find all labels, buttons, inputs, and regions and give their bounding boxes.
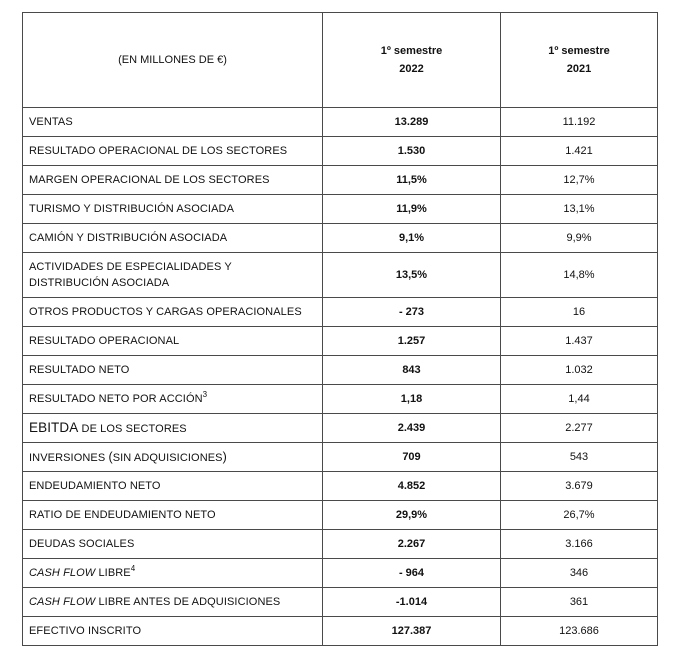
- row-label-cash-flow-libre-antes: [23, 588, 323, 617]
- table-header: [23, 13, 658, 108]
- row-label-efectivo-inscrito: EFECTIVO INSCRITO: [23, 617, 323, 646]
- footnote-marker: 4: [130, 564, 136, 573]
- row-label-resultado-neto-por-accion: [23, 385, 323, 414]
- row-label-paren-close: ): [222, 449, 227, 464]
- value-2021: 16: [501, 298, 658, 327]
- value-2021: 2.277: [501, 414, 658, 443]
- row-label-resultado-operacional: RESULTADO OPERACIONAL: [23, 327, 323, 356]
- row-label-ratio-endeudamiento: RATIO DE ENDEUDAMIENTO NETO: [23, 501, 323, 530]
- table-row: [23, 414, 658, 443]
- table-row: [23, 224, 658, 253]
- table-row: [23, 298, 658, 327]
- value-2021: 12,7%: [501, 166, 658, 195]
- table-row: [23, 166, 658, 195]
- row-label-ventas: VENTAS: [23, 108, 323, 137]
- value-2021: 1.437: [501, 327, 658, 356]
- row-label-line-2: DISTRIBUCIÓN ASOCIADA: [29, 277, 170, 289]
- value-2022: 843: [323, 356, 501, 385]
- row-label-cash-flow-libre: [23, 559, 323, 588]
- row-label-ebitda: [23, 414, 323, 443]
- table-row: [23, 253, 658, 298]
- value-2021: 11.192: [501, 108, 658, 137]
- table-row: [23, 617, 658, 646]
- row-label-otros-productos: OTROS PRODUCTOS Y CARGAS OPERACIONALES: [23, 298, 323, 327]
- column-header-2021-year: 2021: [566, 63, 592, 75]
- row-label-resultado-operacional-sectores: RESULTADO OPERACIONAL DE LOS SECTORES: [23, 137, 323, 166]
- column-header-2021-period: 1º semestre: [548, 45, 610, 57]
- value-2021: 3.166: [501, 530, 658, 559]
- value-2022: 11,5%: [323, 166, 501, 195]
- value-2021: 3.679: [501, 472, 658, 501]
- row-label-resultado-neto: RESULTADO NETO: [23, 356, 323, 385]
- row-label-italic-term: CASH FLOW: [29, 596, 96, 608]
- value-2021: 1.421: [501, 137, 658, 166]
- row-label-endeudamiento-neto: ENDEUDAMIENTO NETO: [23, 472, 323, 501]
- value-2021: 361: [501, 588, 658, 617]
- value-2022: 13.289: [323, 108, 501, 137]
- table-row: [23, 195, 658, 224]
- value-2021: 9,9%: [501, 224, 658, 253]
- value-2022: 2.439: [323, 414, 501, 443]
- value-2022: -1.014: [323, 588, 501, 617]
- value-2022: 1.530: [323, 137, 501, 166]
- value-2022: 13,5%: [323, 253, 501, 298]
- row-label-paren-open: (: [108, 449, 113, 464]
- row-label-deudas-sociales: DEUDAS SOCIALES: [23, 530, 323, 559]
- financial-summary-table: [22, 12, 658, 646]
- row-label-camion: CAMIÓN Y DISTRIBUCIÓN ASOCIADA: [23, 224, 323, 253]
- value-2022: 1,18: [323, 385, 501, 414]
- table-row: [23, 137, 658, 166]
- row-label-actividades-especialidades: [23, 253, 323, 298]
- row-label-text: LIBRE ANTES DE ADQUISICIONES: [95, 596, 281, 608]
- value-2022: 11,9%: [323, 195, 501, 224]
- value-2021: 26,7%: [501, 501, 658, 530]
- table-row: [23, 530, 658, 559]
- row-label-text: DE LOS SECTORES: [78, 422, 187, 435]
- value-2021: 13,1%: [501, 195, 658, 224]
- row-label-ebitda-term: EBITDA: [29, 419, 79, 435]
- value-2022: - 273: [323, 298, 501, 327]
- table-row: [23, 588, 658, 617]
- value-2022: 127.387: [323, 617, 501, 646]
- footnote-marker: 3: [202, 390, 208, 399]
- table-row: [23, 559, 658, 588]
- row-label-line-1: ACTIVIDADES DE ESPECIALIDADES Y: [29, 261, 232, 273]
- value-2022: - 964: [323, 559, 501, 588]
- value-2022: 29,9%: [323, 501, 501, 530]
- value-2021: 543: [501, 443, 658, 472]
- row-label-margen-operacional: MARGEN OPERACIONAL DE LOS SECTORES: [23, 166, 323, 195]
- column-header-2022-period: 1º semestre: [380, 45, 443, 57]
- value-2021: 14,8%: [501, 253, 658, 298]
- row-label-text: INVERSIONES: [29, 451, 109, 464]
- row-label-text: RESULTADO NETO POR ACCIÓN: [29, 393, 203, 405]
- table-row: [23, 356, 658, 385]
- table-row: [23, 385, 658, 414]
- value-2022: 4.852: [323, 472, 501, 501]
- value-2021: 346: [501, 559, 658, 588]
- row-label-text: LIBRE: [95, 567, 131, 579]
- row-label-inversiones: [23, 443, 323, 472]
- column-header-2021: [501, 13, 658, 108]
- value-2022: 9,1%: [323, 224, 501, 253]
- table-body: [23, 108, 658, 646]
- column-header-2022: [323, 13, 501, 108]
- value-2021: 123.686: [501, 617, 658, 646]
- value-2021: 1.032: [501, 356, 658, 385]
- unit-label-header: (EN MILLONES DE €): [23, 13, 323, 108]
- table-row: [23, 501, 658, 530]
- row-label-italic-term: CASH FLOW: [29, 567, 96, 579]
- table-row: [23, 108, 658, 137]
- column-header-2022-year: 2022: [399, 63, 424, 75]
- table-row: [23, 327, 658, 356]
- row-label-qualifier: SIN ADQUISICIONES: [112, 451, 223, 464]
- value-2022: 2.267: [323, 530, 501, 559]
- table-row: [23, 443, 658, 472]
- row-label-turismo: TURISMO Y DISTRIBUCIÓN ASOCIADA: [23, 195, 323, 224]
- value-2021: 1,44: [501, 385, 658, 414]
- value-2022: 1.257: [323, 327, 501, 356]
- header-row: [23, 13, 658, 108]
- table-row: [23, 472, 658, 501]
- value-2022: 709: [323, 443, 501, 472]
